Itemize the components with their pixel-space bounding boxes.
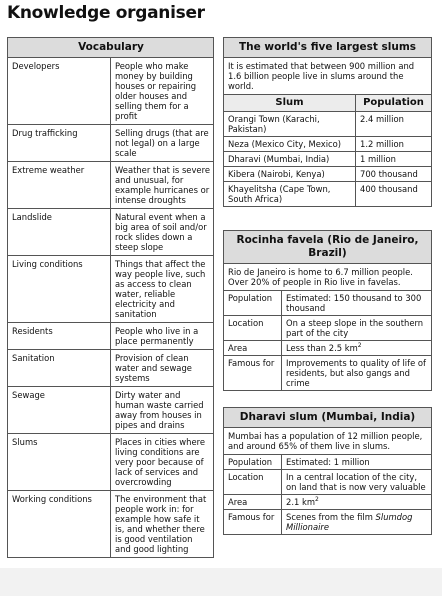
vocabulary-table (7, 37, 214, 558)
dharavi-fact-value (282, 470, 432, 495)
vocabulary-row (8, 434, 214, 491)
dharavi-fact-row (224, 470, 432, 495)
dharavi-fact-value (282, 495, 432, 510)
vocabulary-row (8, 125, 214, 162)
rocinha-intro: Rio de Janeiro is home to 6.7 million people. Over 20% of people in Rio live in favelas. (224, 264, 432, 291)
vocabulary-definition: The environment that people work in: for example how safe it is, and whether there is good ventilation and good lighting (111, 491, 214, 558)
dharavi-fact-label: Area (224, 495, 282, 510)
vocabulary-term: Sewage (8, 387, 111, 434)
rocinha-fact-label: Area (224, 341, 282, 356)
slum-row (224, 112, 432, 137)
largest-slums-table (223, 37, 432, 207)
dharavi-table (223, 407, 432, 535)
vocabulary-definition: Things that affect the way people live, such as access to clean water, reliable electricity and sanitation (111, 256, 214, 323)
slum-name: Kibera (Nairobi, Kenya) (224, 167, 356, 182)
rocinha-fact-row (224, 341, 432, 356)
slum-row (224, 152, 432, 167)
vocabulary-definition: Natural event when a big area of soil and/or rock slides down a steep slope (111, 209, 214, 256)
vocabulary-row (8, 350, 214, 387)
vocabulary-heading: Vocabulary (8, 38, 214, 58)
slum-name: Dharavi (Mumbai, India) (224, 152, 356, 167)
vocabulary-term: Landslide (8, 209, 111, 256)
vocabulary-term: Slums (8, 434, 111, 491)
slum-column-header: Slum (224, 95, 356, 112)
vocabulary-definition: Selling drugs (that are not legal) on a large scale (111, 125, 214, 162)
rocinha-heading: Rocinha favela (Rio de Janeiro, Brazil) (224, 231, 432, 264)
vocabulary-definition: People who make money by building houses or repairing older houses and selling them for a profit (111, 58, 214, 125)
vocabulary-term: Extreme weather (8, 162, 111, 209)
slum-name: Orangi Town (Karachi, Pakistan) (224, 112, 356, 137)
superscript: 2 (315, 496, 319, 504)
dharavi-fact-text: Estimated: 1 million (286, 457, 370, 467)
slum-name: Neza (Mexico City, Mexico) (224, 137, 356, 152)
largest-slums-heading: The world's five largest slums (224, 38, 432, 58)
vocabulary-definition: People who live in a place permanently (111, 323, 214, 350)
vocabulary-row (8, 209, 214, 256)
slum-population: 700 thousand (356, 167, 432, 182)
dharavi-intro: Mumbai has a population of 12 million people, and around 65% of them live in slums. (224, 428, 432, 455)
slum-row (224, 182, 432, 207)
rocinha-fact-value (282, 291, 432, 316)
dharavi-fact-label: Famous for (224, 510, 282, 535)
dharavi-fact-value (282, 510, 432, 535)
dharavi-fact-row (224, 455, 432, 470)
vocabulary-row (8, 387, 214, 434)
vocabulary-term: Residents (8, 323, 111, 350)
rocinha-fact-row (224, 291, 432, 316)
slum-population: 1.2 million (356, 137, 432, 152)
vocabulary-row (8, 323, 214, 350)
slum-row (224, 137, 432, 152)
slum-name: Khayelitsha (Cape Town, South Africa) (224, 182, 356, 207)
dharavi-fact-text: 2.1 km (286, 497, 315, 507)
superscript: 2 (357, 342, 362, 350)
dharavi-fact-text: In a central location of the city, on land that is now very valuable (286, 472, 426, 492)
vocabulary-term: Working conditions (8, 491, 111, 558)
slum-population: 2.4 million (356, 112, 432, 137)
vocabulary-row (8, 58, 214, 125)
rocinha-fact-text: Less than 2.5 km (286, 343, 358, 353)
vocabulary-definition: Weather that is severe and unusual, for example hurricanes or intense droughts (111, 162, 214, 209)
rocinha-fact-row (224, 316, 432, 341)
dharavi-fact-row (224, 510, 432, 535)
vocabulary-definition: Dirty water and human waste carried away from houses in pipes and drains (111, 387, 214, 434)
rocinha-fact-label: Famous for (224, 356, 282, 391)
slum-population: 1 million (356, 152, 432, 167)
vocabulary-term: Drug trafficking (8, 125, 111, 162)
rocinha-table (223, 230, 432, 391)
vocabulary-row (8, 256, 214, 323)
rocinha-fact-label: Location (224, 316, 282, 341)
rocinha-fact-text: On a steep slope in the southern part of the city (286, 318, 424, 338)
slum-row (224, 167, 432, 182)
page-title: Knowledge organiser (7, 3, 205, 23)
population-column-header: Population (356, 95, 432, 112)
vocabulary-row (8, 491, 214, 558)
rocinha-fact-value (282, 356, 432, 391)
dharavi-fact-text: Scenes from the film (286, 512, 376, 522)
rocinha-fact-label: Population (224, 291, 282, 316)
dharavi-fact-label: Population (224, 455, 282, 470)
rocinha-fact-value (282, 316, 432, 341)
largest-slums-intro: It is estimated that between 900 million and 1.6 billion people live in slums around the world. (224, 58, 432, 95)
dharavi-fact-row (224, 495, 432, 510)
vocabulary-term: Sanitation (8, 350, 111, 387)
rocinha-fact-row (224, 356, 432, 391)
rocinha-fact-text: Improvements to quality of life of residents, but also gangs and crime (286, 358, 426, 388)
rocinha-fact-text: Estimated: 150 thousand to 300 thousand (286, 293, 422, 313)
vocabulary-term: Living conditions (8, 256, 111, 323)
vocabulary-definition: Provision of clean water and sewage systems (111, 350, 214, 387)
film-title: Slumdog Millionaire (286, 512, 413, 532)
rocinha-fact-value (282, 341, 432, 356)
dharavi-fact-value (282, 455, 432, 470)
vocabulary-definition: Places in cities where living conditions are very poor because of lack of services and overcrowding (111, 434, 214, 491)
dharavi-heading: Dharavi slum (Mumbai, India) (224, 408, 432, 428)
slum-population: 400 thousand (356, 182, 432, 207)
dharavi-fact-label: Location (224, 470, 282, 495)
vocabulary-row (8, 162, 214, 209)
vocabulary-term: Developers (8, 58, 111, 125)
